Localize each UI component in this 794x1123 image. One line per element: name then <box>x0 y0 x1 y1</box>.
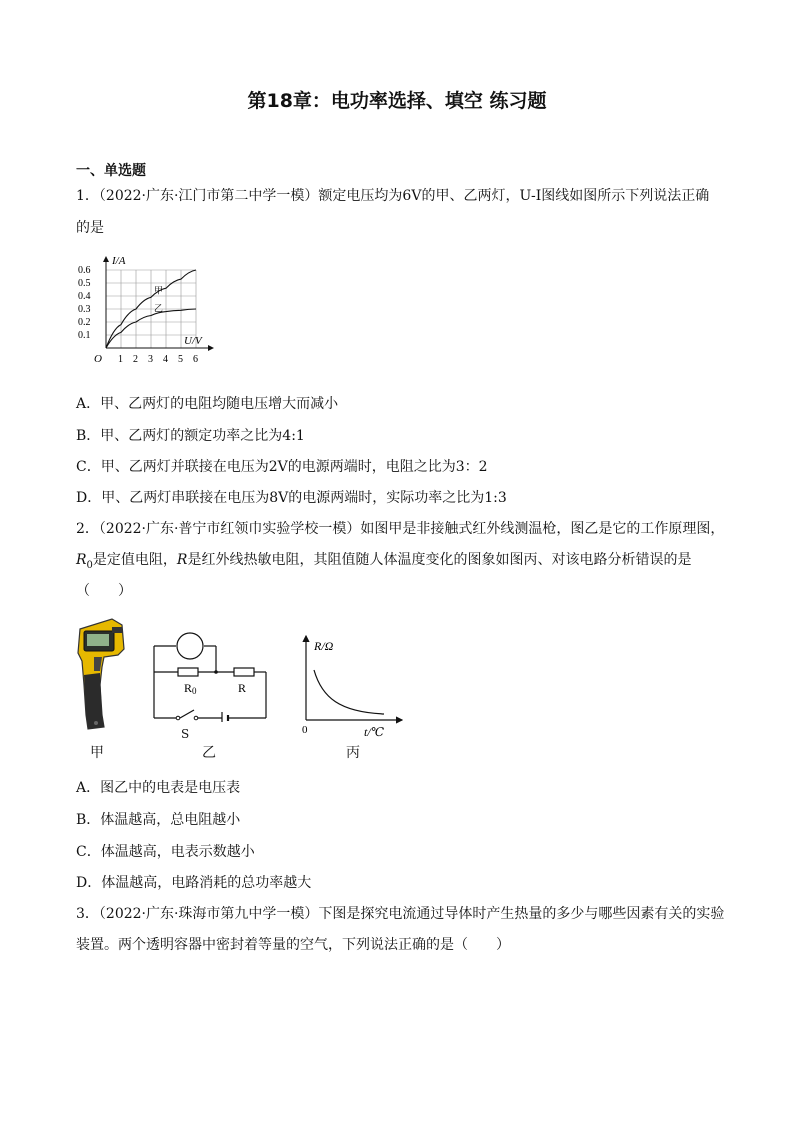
graph-origin: 0 <box>302 724 308 736</box>
resistance-temperature-graph <box>296 632 408 738</box>
label-r: R <box>238 681 247 695</box>
origin-label: O <box>94 353 102 365</box>
y-tick-label: 0.1 <box>78 330 91 341</box>
x-tick-label: 6 <box>193 354 198 365</box>
chart-grid <box>106 270 196 348</box>
circuit-diagram <box>150 630 272 722</box>
graph-ylabel: R/Ω <box>314 639 334 653</box>
label-r0: R0 <box>184 681 197 696</box>
ui-chart <box>76 252 216 380</box>
stem-text-1: 是定值电阻， <box>92 552 177 568</box>
section-title: 一、单选题 <box>76 163 146 179</box>
question-2-option-c[interactable]: C．体温越高，电表示数越小 <box>76 844 255 860</box>
x-axis-label: U/V <box>184 335 202 347</box>
symbol-r: R <box>176 552 188 568</box>
y-tick-label: 0.2 <box>78 317 91 328</box>
question-1-option-c[interactable]: C．甲、乙两灯并联接在电压为2V的电源两端时，电阻之比为3：2 <box>76 459 488 475</box>
question-2-blank: （ ） <box>76 583 132 599</box>
question-2-option-a[interactable]: A．图乙中的电表是电压表 <box>76 780 241 796</box>
question-3-stem-cont: 装置。两个透明容器中密封着等量的空气，下列说法正确的是（ ） <box>76 937 510 953</box>
x-axis-arrow <box>208 345 214 351</box>
y-tick-label: 0.4 <box>78 291 91 302</box>
symbol-r0-sub: 0 <box>86 559 93 571</box>
question-1-stem-cont: 的是 <box>76 220 104 236</box>
x-tick-label: 1 <box>118 354 123 365</box>
resistor-r0-icon <box>178 668 198 676</box>
y-axis-arrow <box>103 256 109 262</box>
question-2-option-b[interactable]: B．体温越高，总电阻越小 <box>76 812 241 828</box>
stem-text-2: 是红外线热敏电阻，其阻值随人体温度变化的图象如图丙、对该电路分析错误的是 <box>187 552 692 568</box>
x-tick-label: 4 <box>163 354 168 365</box>
question-2-stem: 2．（2022·广东·普宁市红领巾实验学校一模）如图甲是非接触式红外线测温枪，图乙是它的工作原理图， <box>76 521 725 537</box>
question-1-option-a[interactable]: A．甲、乙两灯的电阻均随电压增大而减小 <box>76 396 339 412</box>
y-axis-label: I/A <box>112 255 126 267</box>
series-label-1: 甲 <box>154 285 164 296</box>
switch-icon <box>180 710 194 718</box>
graph-xlabel: t/℃ <box>364 725 385 738</box>
question-1-option-b[interactable]: B．甲、乙两灯的额定功率之比为4:1 <box>76 428 305 444</box>
x-tick-label: 5 <box>178 354 183 365</box>
resistor-r-icon <box>234 668 254 676</box>
label-switch-s: S <box>181 727 190 741</box>
question-1-stem: 1．（2022·广东·江门市第二中学一模）额定电压均为6V的甲、乙两灯，U-I图线如图所示下列说法正确 <box>76 188 710 204</box>
y-tick-label: 0.3 <box>78 304 91 315</box>
figure-label-bing: 丙 <box>346 745 360 761</box>
series-label-2: 乙 <box>154 303 164 314</box>
page-title: 第18章：电功率选择、填空 练习题 <box>247 90 547 112</box>
question-2-option-d[interactable]: D．体温越高，电路消耗的总功率越大 <box>76 875 312 891</box>
x-tick-label: 3 <box>148 354 153 365</box>
thermometer-gun-image <box>72 615 128 735</box>
y-tick-label: 0.5 <box>78 278 91 289</box>
figure-label-yi: 乙 <box>202 745 216 761</box>
y-tick-label: 0.6 <box>78 265 91 276</box>
question-2-stem-cont <box>76 550 691 576</box>
question-1-option-d[interactable]: D．甲、乙两灯串联接在电压为8V的电源两端时，实际功率之比为1:3 <box>76 490 507 506</box>
symbol-r0: R <box>76 552 87 568</box>
meter-icon <box>177 633 203 659</box>
x-tick-label: 2 <box>133 354 138 365</box>
question-3-stem: 3．（2022·广东·珠海市第九中学一模）下图是探究电流通过导体时产生热量的多少与哪些因素有关的实验 <box>76 906 725 922</box>
figure-label-jia: 甲 <box>90 745 104 761</box>
